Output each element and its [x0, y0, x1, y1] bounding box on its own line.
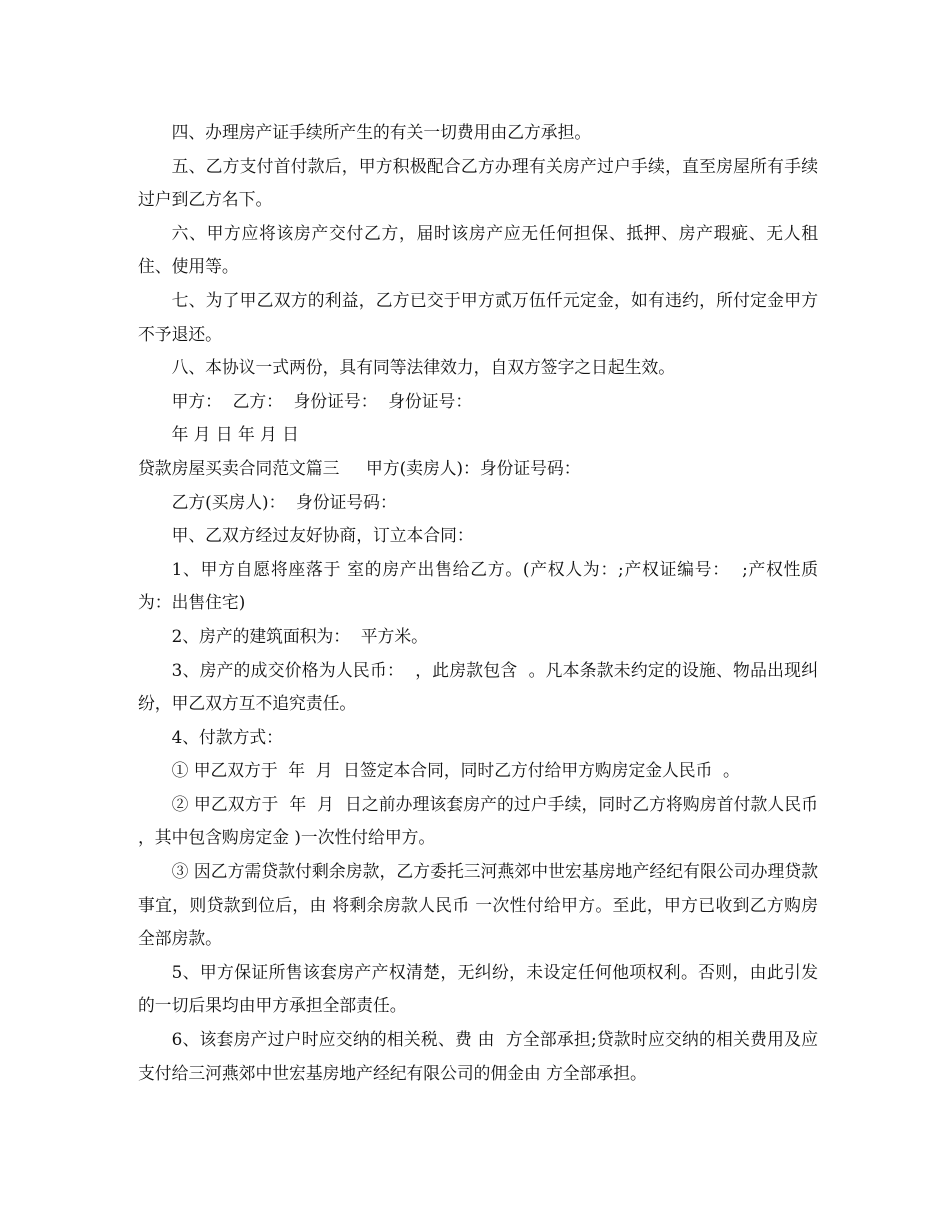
payment-item-3: ③ 因乙方需贷款付剩余房款，乙方委托三河燕郊中世宏基房地产经纪有限公司办理贷款事宜，则贷款到位后，由 将剩余房款人民币 一次性付给甲方。至此，甲方已收到乙方购房全部房款。 [138, 861, 818, 949]
date-line: 年 月 日 年 月 日 [171, 424, 299, 445]
article-1: 1、甲方自愿将座落于 室的房产出售给乙方。(产权人为：;产权证编号： ;产权性质为：出售住宅) [138, 558, 818, 613]
paragraph-clause-4: 四、办理房产证手续所产生的有关一切费用由乙方承担。 [171, 122, 592, 142]
party-b-line: 乙方(买房人)： 身份证号码： [171, 491, 397, 512]
article-4: 4、付款方式： [171, 726, 283, 747]
article-6: 6、该套房产过户时应交纳的相关税、费 由 方全部承担;贷款时应交纳的相关费用及应支付给三河燕郊中世宏基房地产经纪有限公司的佣金由 方全部承担。 [138, 1029, 818, 1083]
paragraph-clause-6: 六、甲方应将该房产交付乙方，届时该房产应无任何担保、抵押、房产瑕疵、无人租住、使用等。 [138, 222, 818, 277]
paragraph-clause-5: 五、乙方支付首付款后，甲方积极配合乙方办理有关房产过户手续，直至房屋所有手续过户到乙方名下。 [138, 155, 818, 210]
paragraph-clause-7: 七、为了甲乙双方的利益，乙方已交于甲方贰万伍仟元定金，如有违约，所付定金甲方不予退还。 [138, 289, 818, 344]
article-3: 3、房产的成交价格为人民币： ，此房款包含 。凡本条款未约定的设施、物品出现纠纷，甲乙双方互不追究责任。 [138, 659, 818, 714]
payment-item-1: ① 甲乙双方于 年 月 日签定本合同，同时乙方付给甲方购房定金人民币 。 [171, 760, 740, 781]
article-2: 2、房产的建筑面积为： 平方米。 [171, 625, 428, 646]
document-body [138, 116, 824, 1090]
paragraph-clause-8: 八、本协议一式两份，具有同等法律效力，自双方签字之日起生效。 [171, 357, 676, 378]
contract-preamble: 甲、乙双方经过友好协商，订立本合同： [171, 525, 474, 546]
signature-line: 甲方： 乙方： 身份证号： 身份证号： [171, 390, 473, 411]
section-heading-party-a: 贷款房屋买卖合同范文篇三 甲方(卖房人)：身份证号码： [138, 457, 581, 478]
payment-item-2: ② 甲乙双方于 年 月 日之前办理该套房产的过户手续，同时乙方将购房首付款人民币 ，其中包含购房定金 )一次性付给甲方。 [138, 793, 824, 848]
article-5: 5、甲方保证所售该套房产产权清楚，无纠纷，未设定任何他项权利。否则，由此引发的一切后果均由甲方承担全部责任。 [138, 961, 818, 1016]
